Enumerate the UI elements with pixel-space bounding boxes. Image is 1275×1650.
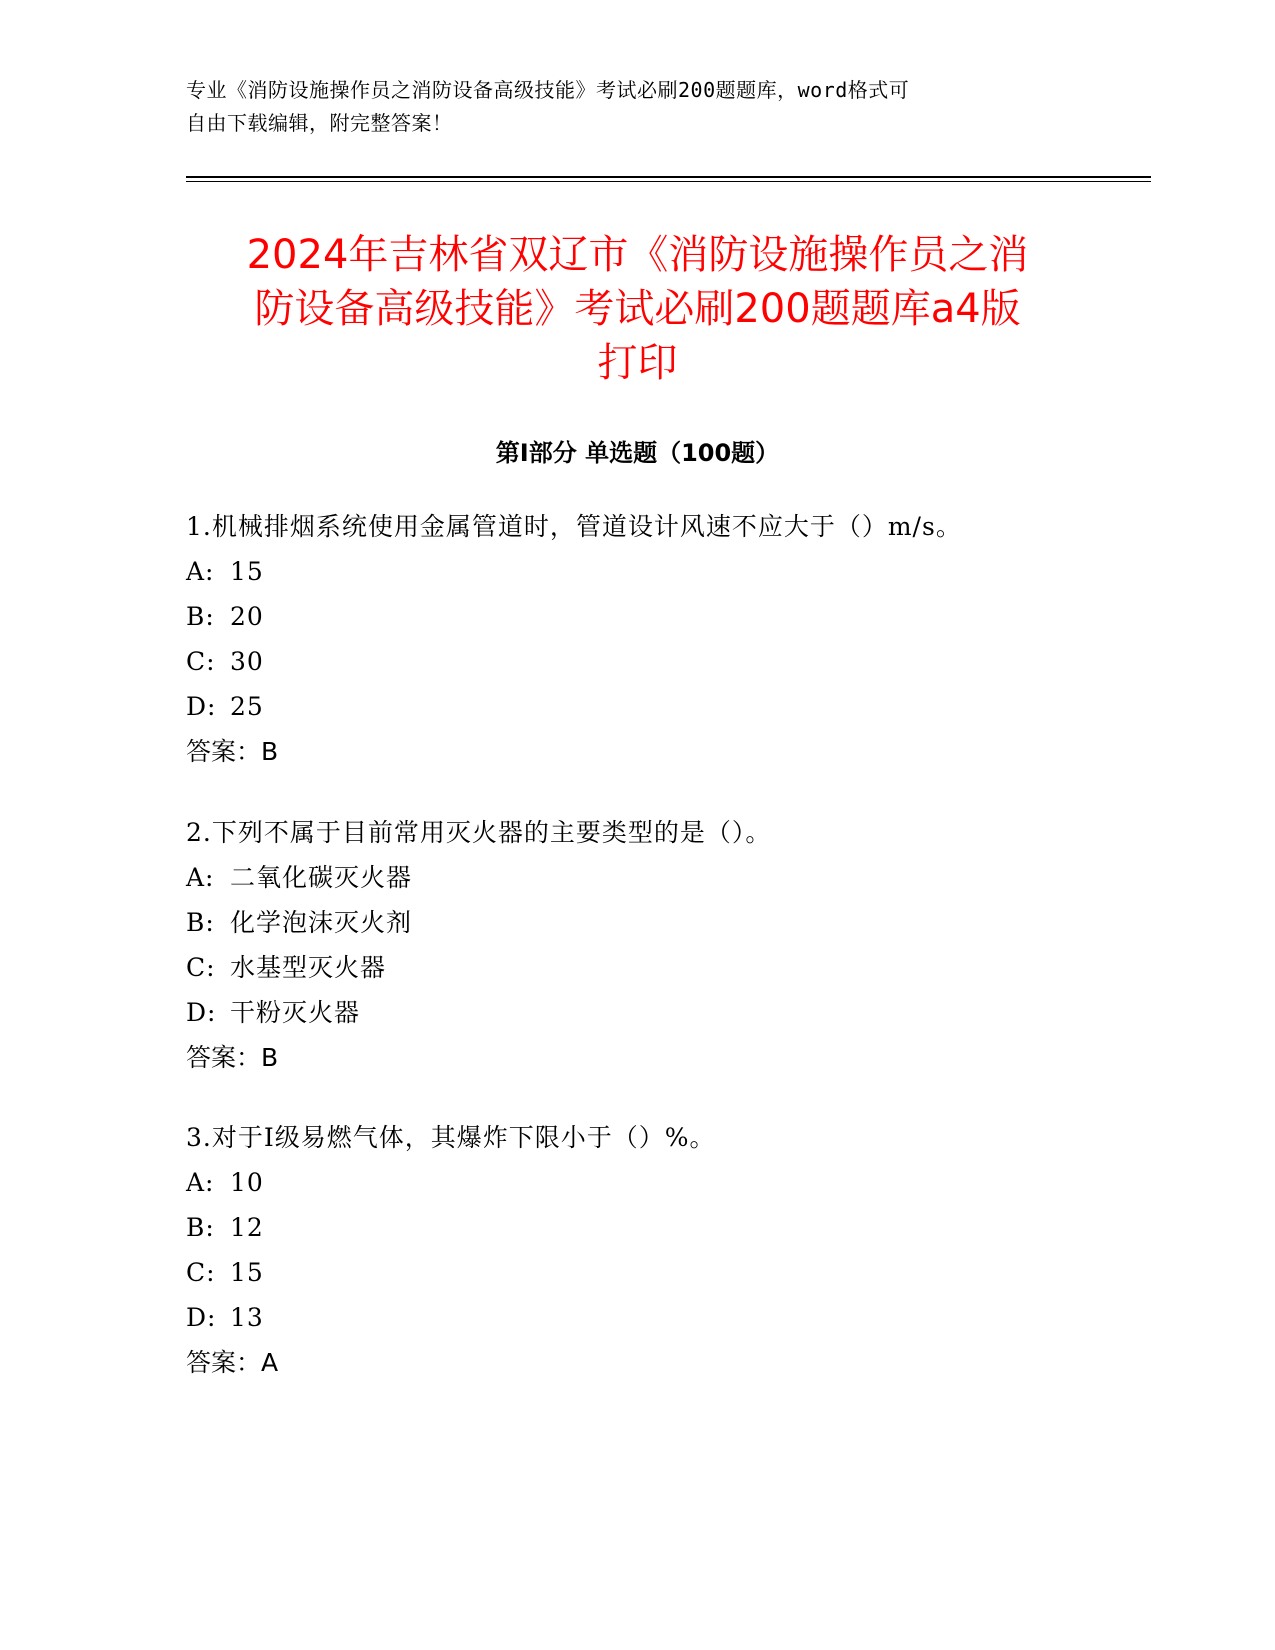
question-2 [186, 810, 1136, 1080]
section-title: 第I部分 单选题（100题） [495, 439, 780, 467]
question-1 [186, 504, 1136, 774]
option-text: 15 [230, 557, 264, 586]
option-key: C: [186, 647, 216, 676]
option-key: D: [186, 1303, 217, 1332]
answer: 答案：B [186, 1043, 279, 1072]
header-divider-thin [186, 181, 1151, 182]
question-stem: 2.下列不属于目前常用灭火器的主要类型的是（）。 [186, 818, 772, 847]
option-key: B: [186, 1213, 215, 1242]
header-divider-thick [186, 176, 1151, 178]
header-note-line-2: 自由下载编辑，附完整答案！ [186, 111, 453, 135]
option-d [186, 1295, 1136, 1340]
option-key: D: [186, 692, 217, 721]
option-c [186, 639, 1136, 684]
option-text: 10 [230, 1168, 264, 1197]
option-key: A: [186, 1168, 215, 1197]
option-c [186, 945, 1136, 990]
option-key: C: [186, 1258, 216, 1287]
option-text: 化学泡沫灭火剂 [230, 908, 413, 937]
option-key: B: [186, 908, 215, 937]
document-title-line-2: 防设备高级技能》考试必刷200题题库a4版 [254, 286, 1021, 332]
option-text: 水基型灭火器 [230, 953, 387, 982]
option-key: C: [186, 953, 216, 982]
document-title-line-3: 打印 [597, 340, 678, 386]
option-d [186, 684, 1136, 729]
option-text: 30 [230, 647, 264, 676]
option-a [186, 855, 1136, 900]
option-d [186, 990, 1136, 1035]
option-text: 12 [230, 1213, 264, 1242]
option-key: B: [186, 602, 215, 631]
question-3 [186, 1115, 1136, 1385]
option-key: A: [186, 557, 215, 586]
option-text: 25 [230, 692, 264, 721]
question-stem: 3.对于Ⅰ级易燃气体，其爆炸下限小于（）%。 [186, 1123, 716, 1152]
option-c [186, 1250, 1136, 1295]
answer: 答案：A [186, 1348, 279, 1377]
option-key: D: [186, 998, 217, 1027]
option-a [186, 1160, 1136, 1205]
option-b [186, 900, 1136, 945]
option-text: 13 [230, 1303, 264, 1332]
option-text: 20 [230, 602, 264, 631]
option-key: A: [186, 863, 215, 892]
header-note [186, 74, 1066, 140]
option-b [186, 1205, 1136, 1250]
answer: 答案：B [186, 737, 279, 766]
option-a [186, 549, 1136, 594]
option-text: 15 [230, 1258, 264, 1287]
document-title [160, 228, 1115, 390]
option-b [186, 594, 1136, 639]
option-text: 干粉灭火器 [230, 998, 361, 1027]
document-title-line-1: 2024年吉林省双辽市《消防设施操作员之消 [246, 232, 1029, 278]
option-text: 二氧化碳灭火器 [230, 863, 413, 892]
question-stem: 1.机械排烟系统使用金属管道时，管道设计风速不应大于（）m/s。 [186, 512, 962, 541]
header-note-line-1: 专业《消防设施操作员之消防设备高级技能》考试必刷200题题库，word格式可 [186, 78, 910, 102]
